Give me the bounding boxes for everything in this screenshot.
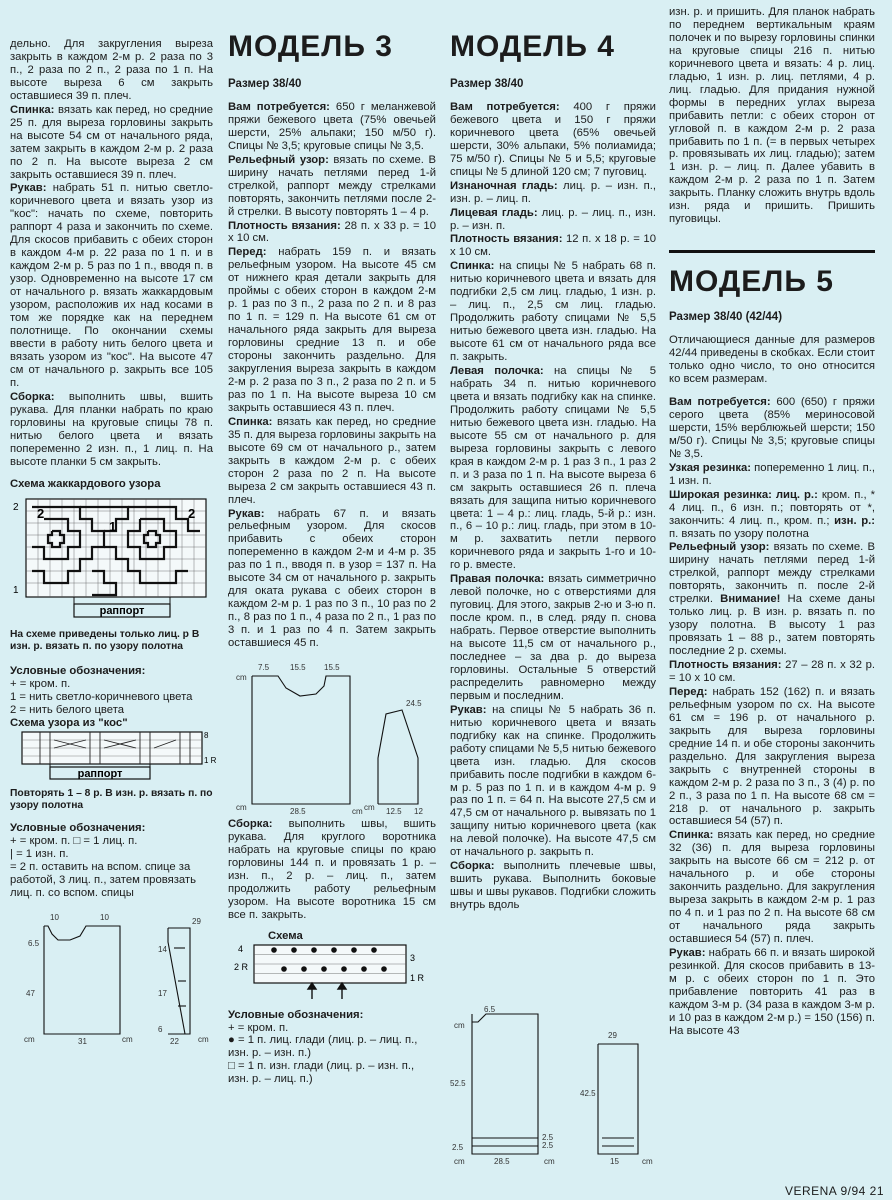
legend-title: Условные обозначения: bbox=[10, 822, 146, 835]
column-4 bbox=[669, 6, 875, 1039]
pattern-diagram-model2 bbox=[10, 906, 215, 1046]
text-paragraph: Рукав: набрать 67 п. и вязать рельефным узором. Для скосов прибавить с обеих сторон попеременно в каждом 2-м и 4-м р. 35 раз по 1 п., вводя п. в узор = 137 п. На высоте 34 см от начального р. закрыть для оката рукава с обеих сторон в каждом 2-м р. 1 раз по 3 п., 10 раз по 2 п., 8 раз по 1 п., 4 раза по 2 п., 1 раз по 3 п. и 1 раз по 4 п. Затем закрыть оставшиеся 45 п. bbox=[228, 507, 436, 650]
dim-label: 42.5 bbox=[580, 1089, 596, 1098]
dim-label: cm bbox=[24, 1034, 35, 1044]
dim-label: 10 bbox=[100, 912, 109, 922]
dim-label: 17 bbox=[158, 988, 167, 998]
chart-row-label: 1 bbox=[13, 585, 19, 597]
text-paragraph: Левая полочка: на спицы № 5 набрать 34 п. нитью коричневого цвета и вязать подгибку как на спинке. Продолжить работу спицами № 5,5 нитью бежевого цвета изн. гладью. На высоте 55 см от начального р. для выреза горловины закрыть с левого края в каждом 2-м р. 1 раз 3 п., 1 раз 2 п. и 3 раза по 1 п. На высоте выреза 6 см закрыть оставшиеся 26 п. плеча вязать для защипа нитью коричневого цвета: 1 – 4 р.: лиц. гладь, 5-й р.: изн. п., 6 – 10 р.: лиц. гладь, при этом в 10-м р. захватить петли первого коричневого ряда и закрыть 1-го и 10-го р. вместе. bbox=[450, 365, 656, 572]
chart-row-label: 4 bbox=[238, 943, 244, 954]
column-2 bbox=[228, 30, 436, 1086]
rapport-label: раппорт bbox=[99, 605, 145, 618]
legend-item: + = кром. п. bbox=[228, 1021, 289, 1034]
legend-item: 1 = нить светло-коричневого цвета bbox=[10, 691, 193, 704]
legend-item: 2 = нить белого цвета bbox=[10, 704, 125, 717]
dim-label: 15.5 bbox=[324, 662, 340, 672]
dim-label: cm bbox=[364, 802, 375, 812]
chart-row-label: 2 R bbox=[234, 961, 249, 972]
text-paragraph: Спинка: вязать как перед, но средние 35 п. для выреза горловины закрыть на высоте 69 см от начального р., затем закрыть в каждом 2-м р. с обеих сторон 2 раза по 2 п. На высоте выреза 2 см закрыть оставшиеся 43 п. плеч. bbox=[228, 415, 436, 506]
text-paragraph: Вам потребуется: 650 г меланжевой пряжи бежевого цвета (75% овечьей шерсти, 25% альпаки; 150 м/50 г). Спицы № 3,5; круговые спицы № 3,5. bbox=[228, 100, 436, 152]
dim-label: 15 bbox=[610, 1157, 619, 1166]
legend-title: Условные обозначения: bbox=[10, 665, 146, 678]
pattern-diagram-model3 bbox=[228, 658, 436, 818]
text-paragraph: Плотность вязания: 12 п. х 18 р. = 10 х 10 см. bbox=[450, 233, 656, 259]
text-paragraph: Отличающиеся данные для размеров 42/44 приведены в скобках. Если стоит только одно число, то оно относится ко всем размерам. bbox=[669, 334, 875, 386]
dim-label: 28.5 bbox=[290, 806, 306, 816]
chart-cell-label: 1 bbox=[109, 519, 117, 535]
dim-label: 2.5 bbox=[542, 1141, 554, 1150]
chart-row-label: 2 bbox=[13, 502, 19, 514]
legend-item: = 2 п. оставить на вспом. спице за работой, 3 лиц. п., затем провязать лиц. п. со вспом. спицы bbox=[10, 861, 196, 899]
dim-label: 6.5 bbox=[484, 1005, 496, 1014]
chart-cell-label: 2 bbox=[37, 506, 45, 522]
text-paragraph: Плотность вязания: 28 п. х 33 р. = 10 х 10 см. bbox=[228, 219, 436, 245]
text-paragraph: Рукав: набрать 66 п. и вязать широкой резинкой. Для скосов прибавить в 13-м р. с обеих сторон по 1 п. Это прибавление повторить 41 раз в каждом 3-м р. (34 раза в каждом 3-м р. и 10 раз в каждом 2-м р.) = 150 (156) п. На высоте 43 bbox=[669, 947, 875, 1037]
dim-label: 24.5 bbox=[406, 698, 422, 708]
dim-label: cm bbox=[454, 1157, 465, 1166]
dim-label: 12.5 bbox=[386, 806, 402, 816]
legend-item: ● = 1 п. лиц. глади (лиц. р. – лиц. п., изн. р. – изн. п.) bbox=[228, 1034, 418, 1060]
dim-label: 7.5 bbox=[258, 662, 270, 672]
dim-label: 47 bbox=[26, 988, 35, 998]
text-paragraph: дельно. Для закругления выреза закрыть в каждом 2-м р. 2 раза по 3 п., 2 раза по 2 п., 2 раза по 1 п. На высоте выреза 6 см закрыть оставшиеся 39 п. плеч. bbox=[10, 38, 213, 102]
dim-label: 2.5 bbox=[542, 1133, 554, 1142]
dim-label: 29 bbox=[608, 1031, 617, 1040]
dim-label: 12 bbox=[414, 806, 423, 816]
text-paragraph: изн. р. и пришить. Для планок набрать по переднем вертикальным краям полочек и по вырезу горловины спинки на круговые спицы 216 п. нитью коричневого цвета и вязать: 4 р. лиц. гладью, 1 изн. р. лиц. петлями, 4 р. лиц. гладью. Для придания нужной формы в передних углах выреза прибавить петли: с обеих сторон от угловой п. в каждом 2-м р. 2 раза прибавить по 1 п. (= в первых четырех р. провязывать их лиц. гладью); затем 1 изн. р. – лиц. п. Далее убавить в каждом 2-м р. 2 раза по 1 п. Затем закрыть. Планку сложить внутрь вдоль изн. ряда и пришить. Пришить пуговицы. bbox=[669, 6, 875, 226]
text-paragraph: Перед: набрать 152 (162) п. и вязать рельефным узором по сх. На высоте 61 см = 196 р. от начального р. закрыть для выреза горловины средние 14 п. и обе стороны закончить раздельно. Для закругления выреза закрыть с внутренней стороны в каждом 2-м р. 2 раза по 3 п., 3 (4) р. по 2 п., 3 раза по 1 п. На высоте 68 см = 218 р. от начального р. закрыть оставшиеся 54 (57) п. bbox=[669, 685, 875, 828]
legend-item: + = кром. п. □ = 1 лиц. п. bbox=[10, 835, 138, 848]
text-paragraph: Плотность вязания: 27 – 28 п. х 32 р. = 10 х 10 см. bbox=[669, 659, 876, 684]
text-paragraph: Вам потребуется: 600 (650) г пряжи серого цвета (85% мериносовой шерсти, 15% верблюжьей шерсти; 150 м/50 г). Спицы № 3,5; круговые спицы № 3,5. bbox=[669, 395, 875, 460]
column-1 bbox=[10, 38, 217, 1046]
text-paragraph: Вам потребуется: 400 г пряжи бежевого цвета и 150 г пряжи коричневого цвета (65% овечьей шерсти, 30% альпаки, 5% полиамида; 75 м/50 г). Спицы № 5 и 5,5; круговые спицы № 5 длиной 120 см; 7 пуговиц. bbox=[450, 100, 656, 178]
model-5-title: МОДЕЛЬ 5 bbox=[669, 265, 834, 299]
chart-cell-label: 2 bbox=[188, 506, 196, 522]
kos-title: Схема узора из "кос" bbox=[10, 717, 128, 730]
legend-title: Условные обозначения: bbox=[228, 1008, 364, 1021]
chart-row-label: 1 R bbox=[204, 756, 217, 766]
dim-label: cm bbox=[122, 1034, 133, 1044]
dim-label: cm bbox=[352, 806, 363, 816]
text-paragraph: Рукав: на спицы № 5 набрать 36 п. нитью коричневого цвета и вязать подгибку как на спинке. Продолжить работу спицами № 5,5 нитью бежевого цвета изн. гладью. Для скосов прибавить после подгибки в каждом 6-м р. 5 раз по 1 п. и в каждом 4-м р. 9 раз по 1 п. = 64 п. На высоте 27,5 см и 47,5 см от начального р. вывязать по 1 защипу нитью коричневого цвета (как на левой полочке). На высоте 47,5 см от начального р. закрыть п. bbox=[450, 703, 656, 859]
dim-label: 29 bbox=[192, 916, 201, 926]
model-5-size: Размер 38/40 (42/44) bbox=[669, 311, 783, 324]
text-paragraph: Спинка: вязать как перед, но средние 25 п. для выреза горловины закрыть на высоте 54 см от начального ряда, затем закрыть в каждом 2-м р. 2 раза по 2 п. На высоте выреза 2 см закрыть оставшиеся 39 п. плеч. bbox=[10, 103, 213, 181]
legend-item: + = кром. п. bbox=[10, 678, 71, 691]
text-paragraph: Рукав: набрать 51 п. нитью светло-коричневого цвета и вязать узор из "кос": начать по схеме, повторить раппорт 4 раза и закончить по схеме. Для скосов прибавить с обеих сторон в каждом 4-м р. 22 раза по 1 п. и в каждом 2-м р. 5 раз по 1 п., вводя п. в узор. Одновременно на высоте 17 см от начального р. вязать жаккардовым узором, расположив их над косами в том же порядке как на переднем полотнище. По окончании схемы ввести в работу нить белого цвета и вязать узором из "кос". На высоте 47 см от начального р. закрыть все 105 п. bbox=[10, 182, 213, 389]
page-footer: VERENA 9/94 21 bbox=[784, 1184, 884, 1198]
dim-label: 2.5 bbox=[452, 1143, 464, 1152]
dim-label: cm bbox=[236, 802, 247, 812]
chart-note: На схеме приведены только лиц. р В изн. р. вязать п. по узору полотна bbox=[10, 629, 200, 653]
text-paragraph: Правая полочка: вязать симметрично левой полочке, но с отверстиями для пуговиц. Для этого, закрыв 2-ю и 3-ю п. после кром. п., в след. ряду п. снова набрать. Первое отверстие выполнить на высоте 11,5 см от начального р., последнее – за два р. до выреза горловины. Остальные 5 отверстий распределить равномерно между первым и последним. bbox=[450, 573, 656, 702]
rapport-label: раппорт bbox=[77, 768, 123, 781]
text-paragraph: Узкая резинка: попеременно 1 лиц. п., 1 изн. п. bbox=[669, 461, 875, 487]
chart-row-label: 8 bbox=[204, 731, 209, 741]
chart-row-label: 1 R bbox=[410, 972, 425, 983]
text-paragraph: Лицевая гладь: лиц. р. – лиц. п., изн. р. – изн. п. bbox=[450, 206, 657, 232]
column-3 bbox=[450, 30, 656, 913]
dim-label: 14 bbox=[158, 944, 167, 954]
text-paragraph: Рельефный узор: вязать по схеме. В ширину начать петлями перед 1-й стрелкой, раппорт между стрелками повторять, закончить п. после 2-й стрелки. Внимание! На схеме даны только лиц. р. В изн. р. вязать п. по узору полотна. В высоту 1 раз провязать 1 – 88 р., затем повторять последние 2 р. схемы. bbox=[669, 541, 876, 658]
text-paragraph: Сборка: выполнить швы, вшить рукава. Для круглого воротника набрать на круговые спицы по краю горловины 144 п. и провязать 1 р. – изн. п., 2 р. – лиц. п., затем продолжить работу рельефным узором. На высоте воротника 15 см все п. закрыть. bbox=[228, 817, 436, 921]
text-paragraph: Рельефный узор: вязать по схеме. В ширину начать петлями перед 1-й стрелкой, раппорт между стрелками повторять, закончить петлями после 2-й стрелки. В высоту повторять 1 – 4 р. bbox=[228, 153, 436, 218]
dim-label: 28.5 bbox=[494, 1157, 510, 1166]
text-paragraph: Перед: набрать 159 п. и вязать рельефным узором. На высоте 45 см от нижнего края детали закрыть для проймы с обеих сторон в каждом 2-м р. 1 раз по 3 п., 2 раза по 2 п. и 8 раз по 1 п. = 129 п. На высоте 61 см от начального ряда закрыть для выреза горловины средние 13 п. и обе стороны закончить раздельно. Для закругления выреза закрыть в каждом 2-м р. 2 раза по 3 п., 2 раза по 2 п. и 5 раз по 1 п. На высоте выреза 10 см закрыть оставшиеся 43 п. плеч. bbox=[228, 246, 436, 414]
model-3-title: МОДЕЛЬ 3 bbox=[228, 30, 393, 63]
dim-label: 6 bbox=[158, 1024, 163, 1034]
dim-label: cm bbox=[236, 672, 247, 682]
scheme-title: Схема bbox=[268, 929, 303, 942]
dim-label: cm bbox=[642, 1157, 653, 1166]
model-3-size: Размер 38/40 bbox=[228, 78, 302, 90]
kos-note: Повторять 1 – 8 р. В изн. р. вязать п. по узору полотна bbox=[10, 788, 213, 812]
pattern-diagram-model4 bbox=[448, 1005, 658, 1168]
legend-item: | = 1 изн. п. bbox=[10, 848, 69, 861]
text-paragraph: Спинка: вязать как перед, но средние 32 (36) п. для выреза горловины закрыть на высоте 66 см = 212 р. от начального р. и обе стороны закончить раздельно. Для закругления выреза закрыть в каждом 2-м р. 1 раз по 4 п. и 1 раз по 2 п. На высоте 68 см от начального ряда закрыть оставшиеся 54 (57) п. плеч. bbox=[669, 829, 875, 946]
dim-label: cm bbox=[544, 1157, 555, 1166]
dim-label: cm bbox=[198, 1034, 209, 1044]
text-paragraph: Сборка: выполнить швы, вшить рукава. Для планки набрать по краю горловины на круговые спицы 78 п. нитью белого цвета и вязать попеременно 2 изн. п., 1 лиц. п. На высоте планки 5 см закрыть. bbox=[10, 390, 213, 468]
chart-row-label: 3 bbox=[410, 952, 416, 963]
kos-chart bbox=[10, 730, 217, 781]
model-4-title: МОДЕЛЬ 4 bbox=[450, 30, 615, 63]
jacquard-chart bbox=[10, 495, 210, 625]
jacquard-title: Схема жаккардового узора bbox=[10, 478, 161, 491]
text-paragraph: Широкая резинка: лиц. р.: кром. п., * 4 лиц. п., 6 изн. п.; повторять от *, закончить: 4 лиц. п., кром. п.; изн. р.: п. вязать по узору полотна bbox=[669, 488, 875, 540]
text-paragraph: Сборка: выполнить плечевые швы, вшить рукава. Выполнить боковые швы и швы рукавов. Подгибки сложить внутрь вдоль bbox=[450, 860, 656, 912]
dim-label: 52.5 bbox=[450, 1079, 466, 1088]
dim-label: 22 bbox=[170, 1036, 179, 1046]
dim-label: 15.5 bbox=[290, 662, 306, 672]
dim-label: 6.5 bbox=[28, 938, 40, 948]
model-4-size: Размер 38/40 bbox=[450, 78, 524, 90]
dim-label: 10 bbox=[50, 912, 59, 922]
section-divider bbox=[669, 250, 875, 253]
text-paragraph: Спинка: на спицы № 5 набрать 68 п. нитью коричневого цвета и вязать для подгибки 2,5 см лиц. гладью, 1 изн. р. – лиц. п., 2,5 см лиц. гладью. Продолжить работу спицами № 5,5 нитью бежевого цвета изн. гладью. На высоте 61 см от начального ряда все п. закрыть. bbox=[450, 260, 656, 364]
dim-label: 31 bbox=[78, 1036, 87, 1046]
legend-item: □ = 1 п. изн. глади (лиц. р. – изн. п., изн. р. – лиц. п.) bbox=[228, 1060, 415, 1086]
relief-scheme-chart bbox=[228, 943, 436, 1005]
text-paragraph: Изнаночная гладь: лиц. р. – изн. п., изн. р. – лиц. п. bbox=[450, 179, 656, 205]
dim-label: cm bbox=[454, 1021, 465, 1030]
